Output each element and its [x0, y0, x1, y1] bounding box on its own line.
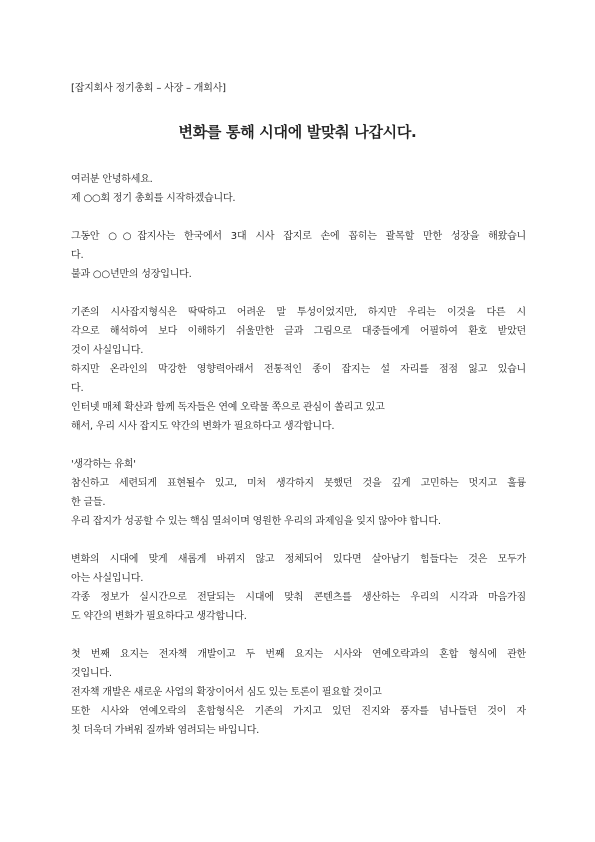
document-header: [잡지회사 정기총회 – 사장 – 개회사] [71, 83, 226, 94]
paragraph [71, 455, 526, 531]
text-line: 그동안 ○○잡지사는 한국에서 3대 시사 잡지로 손에 꼽히는 괄목할 만한 성장을 해왔습니 [71, 231, 526, 242]
text-line: 칫 더욱더 가벼워 질까봐 염려되는 바입니다. [71, 725, 260, 736]
paragraph-gap [71, 626, 526, 645]
text-line: 참신하고 세련되게 표현될수 있고, 미처 생각하지 못했던 것을 깊게 고민하는 멋지고 훌륭 [71, 478, 526, 489]
text-line: 하지만 온라인의 막강한 영향력아래서 전통적인 종이 잡지는 설 자리를 점점 잃고 있습니 [71, 364, 526, 375]
paragraph [71, 645, 526, 740]
document-title: 변화를 통해 시대에 발맞춰 나갑시다. [178, 123, 417, 141]
text-line: 인터넷 매체 확산과 함께 독자들은 연예 오락물 쪽으로 관심이 쏠리고 있고 [71, 402, 385, 413]
text-line: 여러분 안녕하세요. [71, 174, 153, 185]
paragraph-gap [71, 208, 526, 227]
paragraph [71, 227, 526, 284]
text-line: 것입니다. [71, 668, 112, 679]
text-line: 다. [71, 250, 84, 261]
text-line: 기존의 시사잡지형식은 딱딱하고 어려운 말 투성이었지만, 하지만 우리는 이것을 다른 시 [71, 307, 526, 318]
text-line: 해서, 우리 시사 잡지도 약간의 변화가 필요하다고 생각합니다. [71, 421, 335, 432]
text-line: 한 글들. [71, 497, 106, 508]
paragraph [71, 170, 526, 208]
text-line: 변화의 시대에 맞게 새롭게 바뀌지 않고 정체되어 있다면 살아남기 힘들다는 것은 모두가 [71, 554, 526, 565]
paragraph-gap [71, 531, 526, 550]
paragraph-gap [71, 284, 526, 303]
document-body [71, 170, 526, 740]
paragraph [71, 303, 526, 436]
text-line: 도 약간의 변화가 필요하다고 생각합니다. [71, 611, 247, 622]
text-line: 제 ○○회 정기 총회를 시작하겠습니다. [71, 193, 236, 204]
paragraph [71, 550, 526, 626]
text-line: 아는 사실입니다. [71, 573, 144, 584]
text-line: 불과 ○○년만의 성장입니다. [71, 269, 192, 280]
text-line: '생각하는 유희' [71, 459, 136, 470]
text-line: 우리 잡지가 성공할 수 있는 핵심 열쇠이며 영원한 우리의 과제임을 잊지 않아야 합니다. [71, 516, 441, 527]
text-line: 것이 사실입니다. [71, 345, 144, 356]
text-line: 다. [71, 383, 84, 394]
text-line: 각종 정보가 실시간으로 전달되는 시대에 맞춰 콘텐츠를 생산하는 우리의 시각과 마음가짐 [71, 592, 526, 603]
text-line: 첫 번째 요지는 전자책 개발이고 두 번째 요지는 시사와 연예오락과의 혼합 형식에 관한 [71, 649, 526, 660]
text-line: 또한 시사와 연예오락의 혼합형식은 기존의 가지고 있던 진지와 풍자를 넘나들던 것이 자 [71, 706, 526, 717]
text-line: 전자책 개발은 새로운 사업의 확장이어서 심도 있는 토론이 필요할 것이고 [71, 687, 382, 698]
paragraph-gap [71, 436, 526, 455]
text-line: 각으로 해석하여 보다 이해하기 쉬울만한 글과 그림으로 대중들에게 어필하여 환호 받았던 [71, 326, 526, 337]
